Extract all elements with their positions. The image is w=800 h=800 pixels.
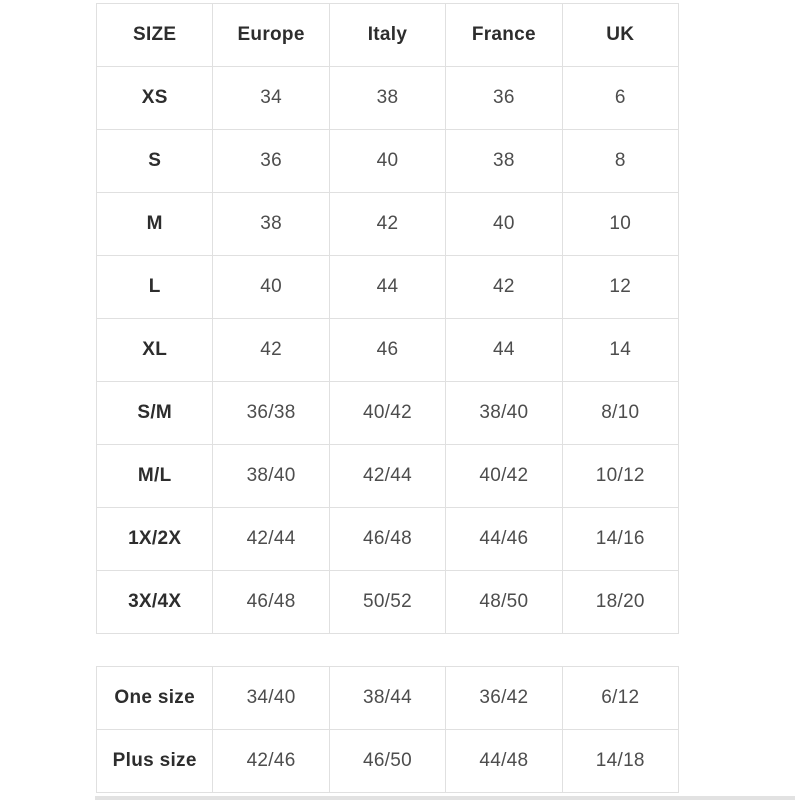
uk-value: 8 bbox=[562, 130, 678, 193]
size-label: XS bbox=[97, 67, 213, 130]
uk-value: 6 bbox=[562, 67, 678, 130]
europe-value: 42/46 bbox=[213, 730, 329, 793]
europe-value: 38/40 bbox=[213, 445, 329, 508]
italy-value: 46 bbox=[329, 319, 445, 382]
italy-value: 46/50 bbox=[329, 730, 445, 793]
uk-value: 14/18 bbox=[562, 730, 678, 793]
table-row-1x2x bbox=[97, 508, 679, 571]
size-label: M/L bbox=[97, 445, 213, 508]
uk-value: 6/12 bbox=[562, 667, 678, 730]
france-value: 44/46 bbox=[446, 508, 562, 571]
column-header-size: SIZE bbox=[97, 4, 213, 67]
france-value: 38 bbox=[446, 130, 562, 193]
italy-value: 40 bbox=[329, 130, 445, 193]
europe-value: 42 bbox=[213, 319, 329, 382]
europe-value: 36/38 bbox=[213, 382, 329, 445]
table-row-xs bbox=[97, 67, 679, 130]
table-row-xl bbox=[97, 319, 679, 382]
europe-value: 38 bbox=[213, 193, 329, 256]
table-row-one-size bbox=[97, 667, 679, 730]
size-label: S/M bbox=[97, 382, 213, 445]
uk-value: 10 bbox=[562, 193, 678, 256]
uk-value: 10/12 bbox=[562, 445, 678, 508]
table-row-s bbox=[97, 130, 679, 193]
europe-value: 46/48 bbox=[213, 571, 329, 634]
europe-value: 34/40 bbox=[213, 667, 329, 730]
size-label: L bbox=[97, 256, 213, 319]
size-label: One size bbox=[97, 667, 213, 730]
size-label: S bbox=[97, 130, 213, 193]
uk-value: 8/10 bbox=[562, 382, 678, 445]
table-row-3x4x bbox=[97, 571, 679, 634]
table-row-ml bbox=[97, 445, 679, 508]
france-value: 44/48 bbox=[446, 730, 562, 793]
italy-value: 38/44 bbox=[329, 667, 445, 730]
france-value: 38/40 bbox=[446, 382, 562, 445]
column-header-france: France bbox=[446, 4, 562, 67]
france-value: 36/42 bbox=[446, 667, 562, 730]
italy-value: 44 bbox=[329, 256, 445, 319]
column-header-italy: Italy bbox=[329, 4, 445, 67]
italy-value: 38 bbox=[329, 67, 445, 130]
header-row bbox=[97, 4, 679, 67]
size-label: 3X/4X bbox=[97, 571, 213, 634]
table-row-m bbox=[97, 193, 679, 256]
table-row-sm bbox=[97, 382, 679, 445]
special-table-body bbox=[97, 667, 679, 793]
europe-value: 36 bbox=[213, 130, 329, 193]
uk-value: 18/20 bbox=[562, 571, 678, 634]
uk-value: 14/16 bbox=[562, 508, 678, 571]
size-label: 1X/2X bbox=[97, 508, 213, 571]
italy-value: 42/44 bbox=[329, 445, 445, 508]
tables-container bbox=[96, 3, 679, 793]
size-table-body bbox=[97, 67, 679, 634]
italy-value: 40/42 bbox=[329, 382, 445, 445]
france-value: 42 bbox=[446, 256, 562, 319]
size-conversion-table bbox=[96, 3, 679, 634]
cropped-next-section-edge bbox=[95, 796, 795, 800]
france-value: 36 bbox=[446, 67, 562, 130]
italy-value: 50/52 bbox=[329, 571, 445, 634]
size-label: XL bbox=[97, 319, 213, 382]
italy-value: 46/48 bbox=[329, 508, 445, 571]
uk-value: 14 bbox=[562, 319, 678, 382]
size-label: Plus size bbox=[97, 730, 213, 793]
italy-value: 42 bbox=[329, 193, 445, 256]
special-sizes-table bbox=[96, 666, 679, 793]
europe-value: 40 bbox=[213, 256, 329, 319]
france-value: 48/50 bbox=[446, 571, 562, 634]
column-header-europe: Europe bbox=[213, 4, 329, 67]
france-value: 40/42 bbox=[446, 445, 562, 508]
size-label: M bbox=[97, 193, 213, 256]
europe-value: 42/44 bbox=[213, 508, 329, 571]
france-value: 40 bbox=[446, 193, 562, 256]
table-row-l bbox=[97, 256, 679, 319]
column-header-uk: UK bbox=[562, 4, 678, 67]
france-value: 44 bbox=[446, 319, 562, 382]
europe-value: 34 bbox=[213, 67, 329, 130]
table-row-plus-size bbox=[97, 730, 679, 793]
uk-value: 12 bbox=[562, 256, 678, 319]
size-table-header bbox=[97, 4, 679, 67]
